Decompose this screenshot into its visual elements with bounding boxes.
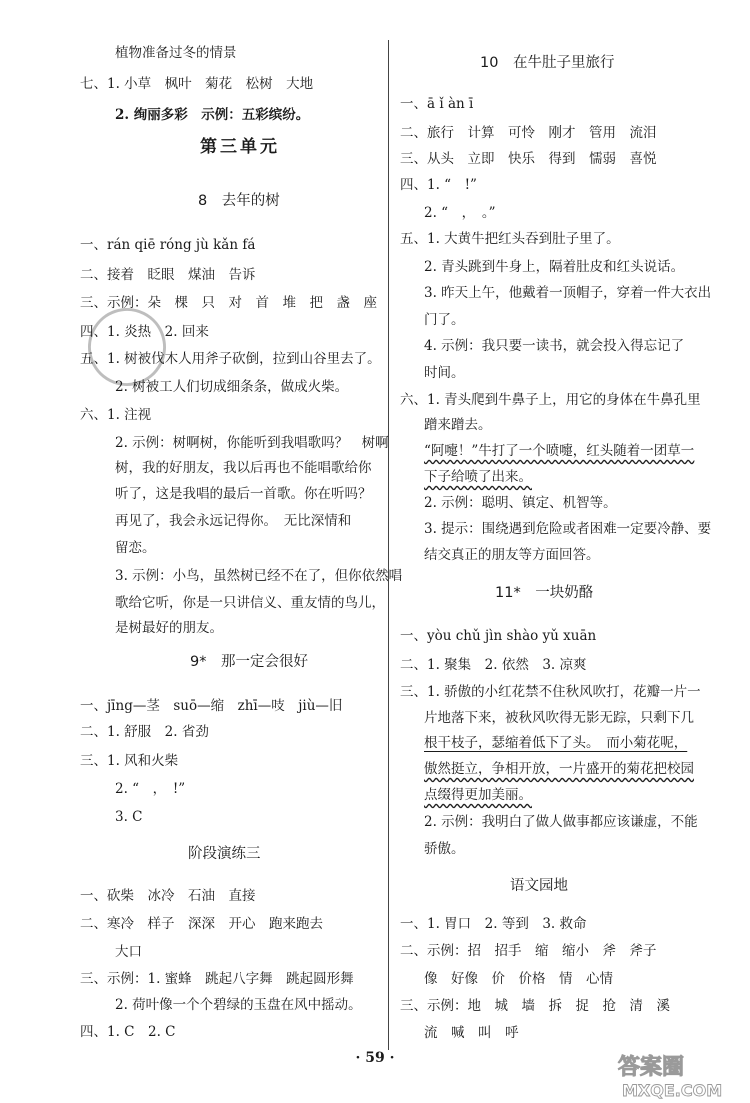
answer-line: 一、砍柴 冰冷 石油 直接 xyxy=(80,888,256,904)
page-number-value: 59 xyxy=(365,1050,385,1066)
answer-line: 2. 树被工人们切成细条条，做成火柴。 xyxy=(115,379,349,395)
answer-line: 片地落下来，被秋风吹得无影无踪，只剩下几 xyxy=(424,710,694,726)
answer-line: 3. 昨天上午，他戴着一顶帽子，穿着一件大衣出 xyxy=(424,285,712,301)
answer-line: 骄傲。 xyxy=(424,841,465,857)
section-title: 阶段演练三 xyxy=(188,846,261,862)
answer-line: 结交真正的朋友等方面回答。 xyxy=(424,547,600,563)
answer-line: 三、1. 风和火柴 xyxy=(80,753,179,769)
answer-line: “阿嚏！”牛打了一个喷嚏，红头随着一团草一 xyxy=(424,443,695,459)
lesson-title: 8 去年的树 xyxy=(198,193,280,209)
answer-line: 听了，这是我唱的最后一首歌。你在听吗？ xyxy=(115,486,372,502)
unit-title: 第三单元 xyxy=(200,137,280,157)
answer-line: 四、1. C 2. C xyxy=(80,1024,176,1040)
answer-line: 一、jīng—茎 suō—缩 zhī—吱 jiù—旧 xyxy=(80,698,343,714)
answer-line: 一、ā ǐ àn ī xyxy=(400,96,474,112)
answer-line: 3. 提示：围绕遇到危险或者困难一定要冷静、要 xyxy=(424,521,712,537)
answer-line: 大口 xyxy=(115,944,142,960)
lesson-title: 11* 一块奶酪 xyxy=(495,585,594,601)
answer-line: 流 喊 叫 呼 xyxy=(424,1025,519,1041)
page-number-dot-left: · xyxy=(355,1050,366,1066)
answer-line: 二、接着 眨眼 煤油 告诉 xyxy=(80,267,256,283)
answer-line: 是树最好的朋友。 xyxy=(115,620,223,636)
answer-line: 下子给喷了出来。 xyxy=(424,469,532,485)
answer-line: 四、1. 炎热 2. 回来 xyxy=(80,324,209,340)
answer-line: 植物准备过冬的情景 xyxy=(115,45,237,61)
answer-line: 4. 示例：我只要一读书，就会投入得忘记了 xyxy=(424,338,685,354)
answer-line: 3. 示例：小鸟，虽然树已经不在了，但你依然唱 xyxy=(115,568,403,584)
answer-line: 像 好像 价 价格 情 心情 xyxy=(424,971,613,987)
column-divider xyxy=(388,40,389,1050)
watermark-logo xyxy=(612,1050,742,1100)
answer-line: 三、示例：1. 蜜蜂 跳起八字舞 跳起圆形舞 xyxy=(80,971,354,987)
answer-line: 3. C xyxy=(115,809,143,825)
answer-line: 二、示例：招 招手 缩 缩小 斧 斧子 xyxy=(400,943,657,959)
answer-line: 六、1. 青头爬到牛鼻子上，用它的身体在牛鼻孔里 xyxy=(400,392,701,408)
answer-line: 三、从头 立即 快乐 得到 懦弱 喜悦 xyxy=(400,151,657,167)
answer-line: 门了。 xyxy=(424,312,465,328)
answer-line: 2. 绚丽多彩 示例：五彩缤纷。 xyxy=(115,107,310,123)
answer-line: 再见了，我会永远记得你。 无比深情和 xyxy=(115,513,352,529)
answer-line: 五、1. 树被伐木人用斧子砍倒，拉到山谷里去了。 xyxy=(80,351,381,367)
answer-line: 点缀得更加美丽。 xyxy=(424,787,532,803)
answer-line: 三、示例：地 城 墙 拆 捉 抢 清 溪 xyxy=(400,998,670,1014)
svg-text:答案圈: 答案圈 xyxy=(618,1055,685,1080)
answer-line: 一、yòu chǔ jìn shào yǔ xuān xyxy=(400,628,597,644)
answer-line: 2. 荷叶像一个个碧绿的玉盘在风中摇动。 xyxy=(115,997,362,1013)
page-number-dot-right: · xyxy=(384,1050,395,1066)
answer-line: 2. 示例：聪明、镇定、机智等。 xyxy=(424,495,617,511)
answer-line: 六、1. 注视 xyxy=(80,407,152,423)
answer-line: 时间。 xyxy=(424,365,465,381)
svg-text:MXQE.COM: MXQE.COM xyxy=(622,1081,723,1100)
answer-line: 2. “ ， !” xyxy=(115,781,186,797)
answer-line: 二、1. 舒服 2. 省劲 xyxy=(80,724,209,740)
lesson-title: 9* 那一定会很好 xyxy=(190,654,308,670)
lesson-title: 10 在牛肚子里旅行 xyxy=(480,55,615,71)
answer-line: 五、1. 大黄牛把红头吞到肚子里了。 xyxy=(400,231,620,247)
answer-line: 二、寒冷 样子 深深 开心 跑来跑去 xyxy=(80,916,323,932)
answer-line: 四、1. “ !” xyxy=(400,177,477,193)
answer-line: 二、1. 聚集 2. 依然 3. 凉爽 xyxy=(400,657,587,673)
answer-line: 七、1. 小草 枫叶 菊花 松树 大地 xyxy=(80,76,314,92)
answer-line: 2. “ ， 。” xyxy=(424,205,496,221)
answer-line: 2. 示例：我明白了做人做事都应该谦虚，不能 xyxy=(424,814,698,830)
answer-line: 三、示例：朵 棵 只 对 首 堆 把 盏 座 xyxy=(80,295,377,311)
answer-line: 歌给它听，你是一只讲信义、重友情的鸟儿， xyxy=(115,595,385,611)
answer-line: 根干枝子，瑟缩着低下了头。 而小菊花呢， xyxy=(424,735,688,751)
answer-line: 三、1. 骄傲的小红花禁不住秋风吹打，花瓣一片一 xyxy=(400,684,701,700)
answer-line: 二、旅行 计算 可怜 刚才 管用 流泪 xyxy=(400,125,657,141)
answer-line: 蹭来蹭去。 xyxy=(424,417,492,433)
section-title: 语文园地 xyxy=(510,878,568,894)
answer-line: 2. 青头跳到牛身上，隔着肚皮和红头说话。 xyxy=(424,259,685,275)
answer-line: 2. 示例：树啊树，你能听到我唱歌吗？ 树啊 xyxy=(115,435,389,451)
answer-line: 一、rán qiē róng jù kǎn fá xyxy=(80,237,256,253)
answer-line: 一、1. 胃口 2. 等到 3. 救命 xyxy=(400,916,587,932)
answer-line: 树，我的好朋友，我以后再也不能唱歌给你 xyxy=(115,460,372,476)
answer-line: 留恋。 xyxy=(115,540,156,556)
answer-line: 傲然挺立，争相开放，一片盛开的菊花把校园 xyxy=(424,761,694,777)
